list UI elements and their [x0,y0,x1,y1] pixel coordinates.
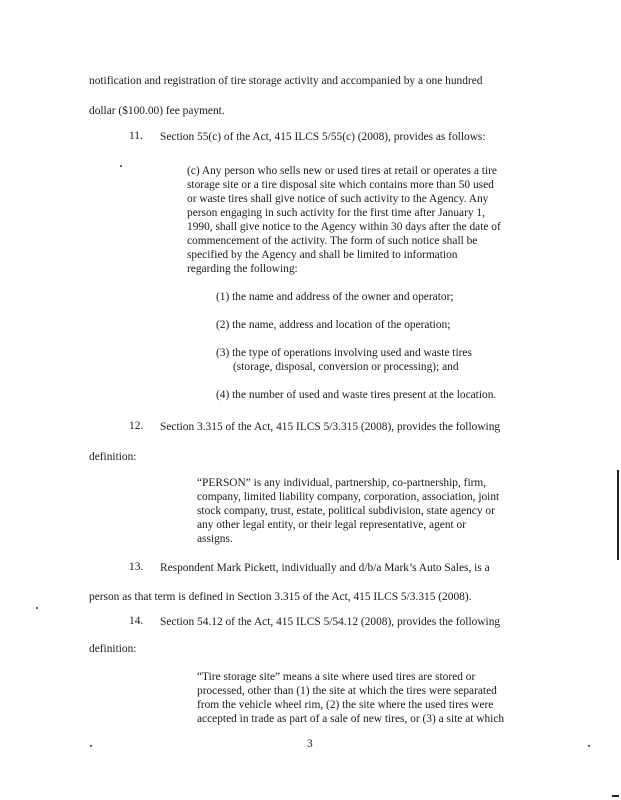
quote-line: or waste tires shall give notice of such activity to the Agency. Any [187,193,489,205]
scan-speck [90,745,92,747]
quote-line: person engaging in such activity for the first time after January 1, [187,207,485,219]
quote-line: company, limited liability company, corporation, association, joint [197,491,500,503]
quote-line: processed, other than (1) the site at which the tires were separated [197,685,497,697]
quote-line: accepted in trade as part of a sale of new tires, or (3) a site at which [197,713,505,725]
list-item [216,388,496,402]
scan-edge-mark [612,795,619,797]
scan-edge-mark [617,470,619,560]
page-number: 3 [307,738,313,750]
paragraph-continuation: definition: [89,643,137,655]
list-item [216,318,450,332]
quote-line: storage site or a tire disposal site which contains more than 50 used [187,179,494,191]
scan-speck [120,165,122,167]
list-item [216,346,472,374]
list-item [216,290,454,304]
body-line: dollar ($100.00) fee payment. [89,105,225,117]
list-item-line: (1) the name and address of the owner and operator; [216,291,454,303]
paragraph-text: Section 3.315 of the Act, 415 ILCS 5/3.315 (2008), provides the following [160,421,501,433]
paragraph-number: 14. [129,615,144,627]
quote-line: 1990, shall give notice to the Agency within 30 days after the date of [187,221,501,233]
paragraph-number: 13. [129,561,144,573]
scan-speck [588,745,590,747]
quote-line: stock company, trust, estate, political subdivision, state agency or [197,505,495,517]
list-item-line: (2) the name, address and location of the operation; [216,319,451,331]
paragraph-number: 12. [129,420,144,432]
block-quote-55c [187,164,527,276]
quote-line: “Tire storage site” means a site where used tires are stored or [197,671,476,683]
paragraph-text: Respondent Mark Pickett, individually and d/b/a Mark’s Auto Sales, is a [160,562,490,574]
quote-line: commencement of the activity. The form of such notice shall be [187,235,478,247]
quote-line: specified by the Agency and shall be limited to information [187,249,458,261]
list-item-line: (4) the number of used and waste tires present at the location. [216,389,497,401]
paragraph-text: Section 55(c) of the Act, 415 ILCS 5/55(c) (2008), provides as follows: [160,131,486,143]
quote-line: (c) Any person who sells new or used tires at retail or operates a tire [187,165,497,177]
quote-line: regarding the following: [187,263,298,275]
quote-line: from the vehicle wheel rim, (2) the site where the used tires were [197,699,494,711]
quote-line: any other legal entity, or their legal representative, agent or [197,519,467,531]
quote-line: “PERSON” is any individual, partnership, co-partnership, firm, [197,477,487,489]
scan-speck [36,607,38,609]
quote-line: assigns. [197,533,233,545]
list-item-line: (storage, disposal, conversion or processing); and [233,361,459,373]
paragraph-continuation: person as that term is defined in Section 3.315 of the Act, 415 ILCS 5/3.315 (2008). [89,591,472,603]
paragraph-number: 11. [129,130,143,142]
block-quote-tire-storage [197,670,527,726]
paragraph-continuation: definition: [89,451,137,463]
block-quote-person [197,476,527,546]
paragraph-text: Section 54.12 of the Act, 415 ILCS 5/54.12 (2008), provides the following [160,616,501,628]
body-line: notification and registration of tire storage activity and accompanied by a one hundred [89,75,483,87]
list-item-line: (3) the type of operations involving used and waste tires [216,347,472,359]
